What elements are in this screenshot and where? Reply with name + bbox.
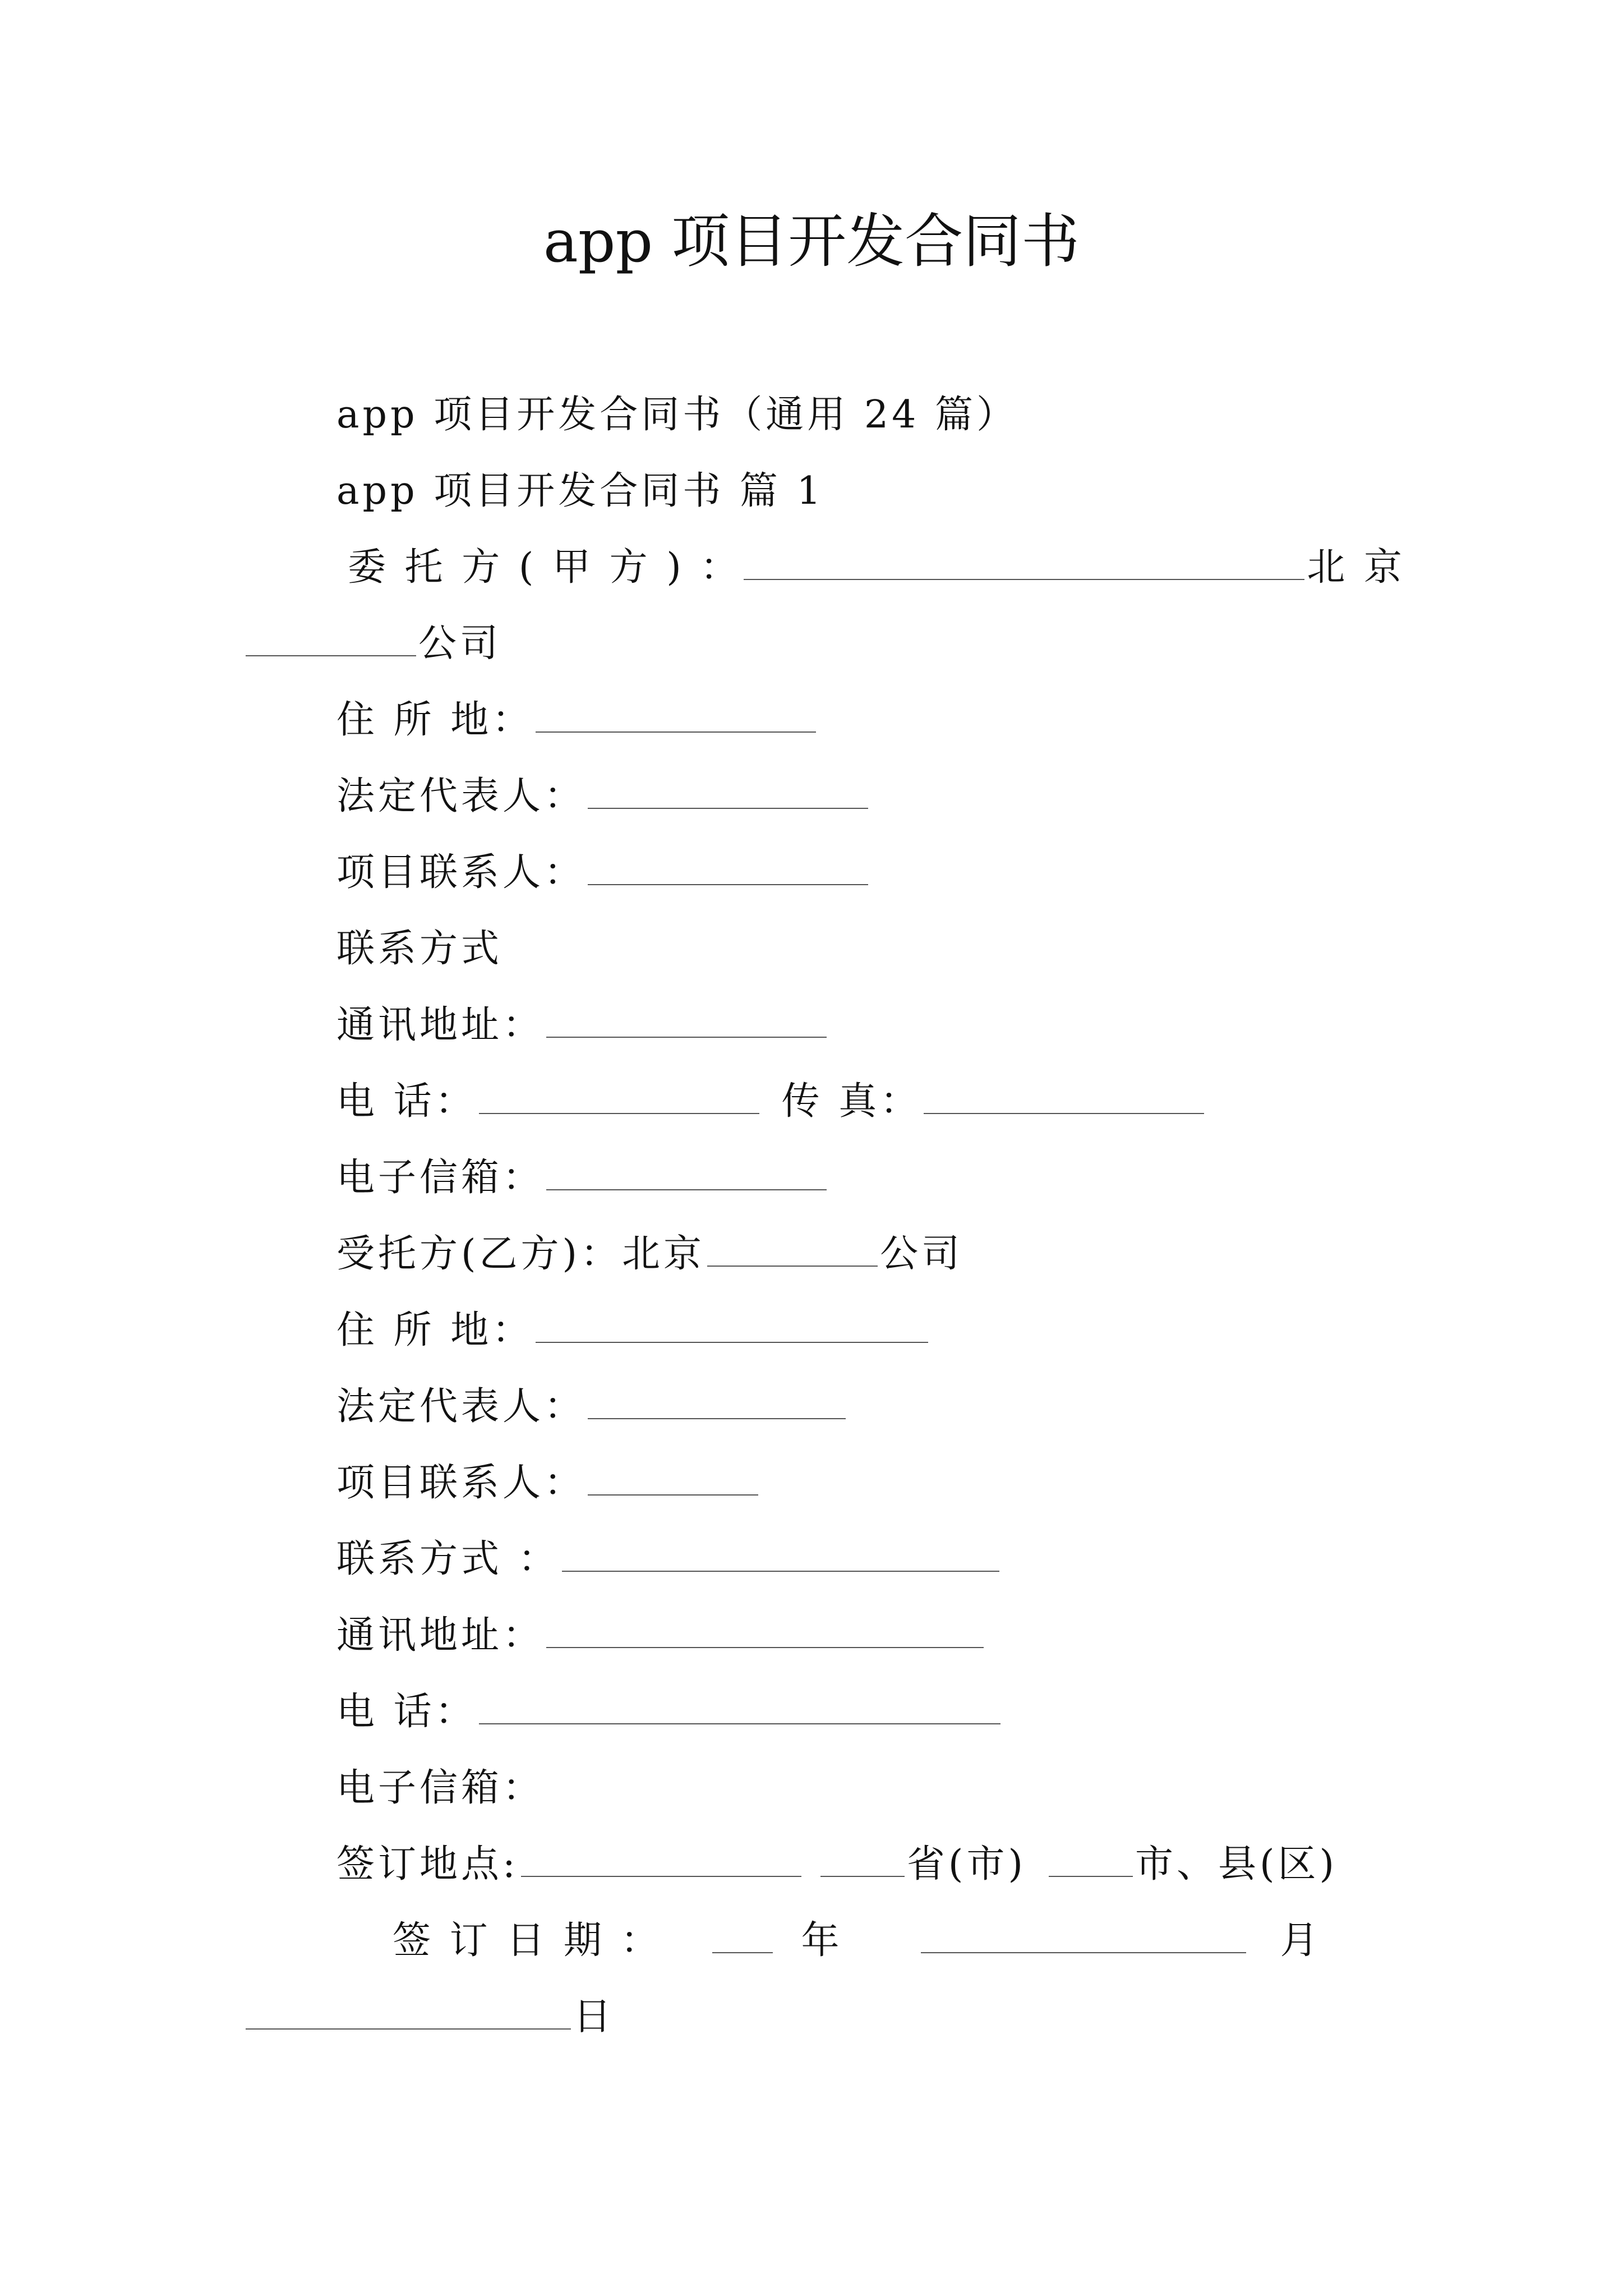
party-a-legal-rep-label: 法定代表人： [336, 774, 586, 818]
party-b-phone-label: 电 话： [336, 1690, 477, 1734]
party-a-city: 北 京 [1307, 545, 1405, 590]
party-a-project-contact-blank[interactable] [588, 849, 868, 885]
party-a-fax-blank[interactable] [924, 1078, 1204, 1114]
party-a-company-line [246, 616, 501, 672]
signing-day-label: 日 [573, 1995, 615, 2039]
party-a-residence [336, 692, 818, 748]
party-a-name-blank[interactable] [744, 544, 1304, 580]
party-a-address-label: 通讯地址： [336, 1003, 545, 1047]
signing-place-blank[interactable] [521, 1841, 801, 1877]
signing-month-label: 月 [1280, 1918, 1322, 1963]
party-b-residence-blank[interactable] [536, 1307, 928, 1343]
party-a-email-label: 电子信箱： [336, 1156, 545, 1200]
party-a-company-blank[interactable] [246, 620, 416, 656]
party-a-email [336, 1150, 829, 1206]
party-b-line [336, 1226, 963, 1282]
party-b-legal-rep [336, 1379, 848, 1435]
party-b-phone [336, 1684, 1003, 1740]
party-a-project-contact [336, 845, 870, 901]
signing-city-county-label: 市、县(区) [1135, 1842, 1338, 1887]
signing-place-label: 签订地点: [336, 1842, 519, 1887]
party-a-phone-blank[interactable] [479, 1078, 759, 1114]
party-b-address-label: 通讯地址： [336, 1613, 545, 1658]
party-b-residence [336, 1303, 930, 1359]
party-b-legal-rep-label: 法定代表人： [336, 1384, 586, 1429]
party-a-project-contact-label: 项目联系人： [336, 850, 586, 895]
party-b-phone-blank[interactable] [479, 1688, 1000, 1724]
signing-year-label: 年 [801, 1918, 843, 1963]
party-b-project-contact [336, 1455, 760, 1511]
party-a-phone-fax [336, 1074, 1206, 1130]
party-b-address-blank[interactable] [546, 1612, 984, 1648]
party-a-legal-rep-blank[interactable] [588, 773, 868, 809]
signing-date-label: 签 订 日 期 ： [393, 1918, 662, 1963]
party-a-legal-rep [336, 769, 870, 825]
signing-city-blank[interactable] [1049, 1841, 1133, 1877]
party-a-address-blank[interactable] [546, 1002, 827, 1038]
party-a-address [336, 997, 829, 1053]
signing-month-blank[interactable] [921, 1917, 1246, 1953]
party-b-name-blank[interactable] [707, 1231, 878, 1267]
party-b-company-suffix: 公司 [880, 1232, 963, 1276]
party-a-company-suffix: 公司 [418, 622, 502, 666]
signing-date [393, 1913, 1322, 1969]
party-b-project-contact-label: 项目联系人： [336, 1461, 586, 1505]
signing-day-blank[interactable] [246, 1994, 571, 2030]
party-a-fax-label: 传 真： [781, 1079, 922, 1124]
party-b-legal-rep-blank[interactable] [588, 1383, 846, 1419]
party-a-email-blank[interactable] [546, 1154, 827, 1190]
party-b-project-contact-blank[interactable] [588, 1460, 758, 1496]
document-subtitle: app 项目开发合同书（通用 24 篇） [336, 393, 1018, 437]
party-b-label: 受托方(乙方)：北京 [336, 1232, 706, 1276]
party-a-phone-label: 电 话： [336, 1079, 477, 1124]
party-a-residence-blank[interactable] [536, 697, 816, 733]
party-b-residence-label: 住 所 地： [336, 1308, 534, 1352]
party-b-email: 电子信箱： [336, 1766, 545, 1810]
signing-place [336, 1837, 1338, 1893]
party-a-line [348, 540, 1405, 596]
party-b-contact-method-label: 联系方式 ： [336, 1537, 560, 1581]
party-a-contact-method: 联系方式 [336, 927, 503, 971]
document-title: app 项目开发合同书 [543, 207, 1080, 275]
section-heading: app 项目开发合同书 篇 1 [336, 469, 824, 513]
party-a-label: 委 托 方 ( 甲 方 ) ： [348, 545, 742, 590]
party-a-residence-label: 住 所 地： [336, 698, 534, 742]
signing-year-blank[interactable] [712, 1917, 773, 1953]
signing-province-label: 省(市) [906, 1842, 1026, 1887]
signing-day-line [246, 1989, 615, 2045]
party-b-contact-method [336, 1531, 1002, 1588]
party-b-contact-method-blank[interactable] [562, 1536, 999, 1572]
signing-province-blank[interactable] [820, 1841, 905, 1877]
party-b-address [336, 1608, 986, 1664]
